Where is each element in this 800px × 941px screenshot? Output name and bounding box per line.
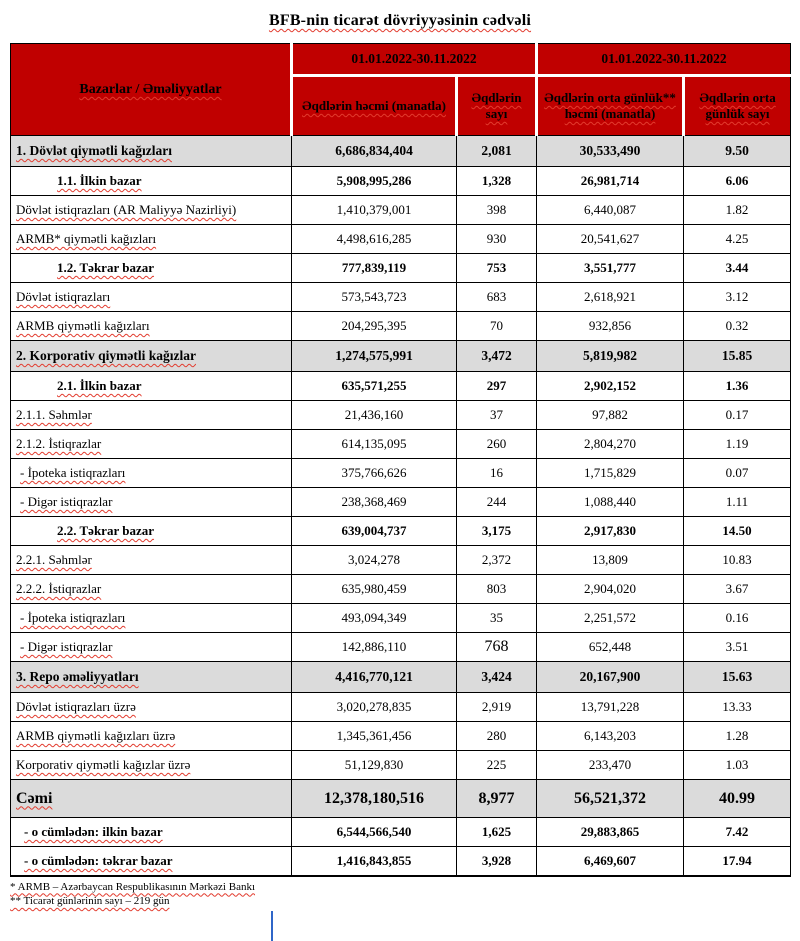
table-row	[11, 372, 791, 401]
column-header-label: Əqdlərin orta günlük sayı	[699, 89, 776, 121]
row-label-text: 1.2. Təkrar bazar	[57, 260, 155, 275]
cell-value: 244	[457, 488, 537, 517]
cell-value: 3.67	[684, 575, 791, 604]
cell-value: 260	[457, 430, 537, 459]
cell-value: 6.06	[684, 167, 791, 196]
cell-value: 1.11	[684, 488, 791, 517]
cell-value: 10.83	[684, 546, 791, 575]
table-row	[11, 604, 791, 633]
cell-value: 13,791,228	[537, 693, 684, 722]
cell-value: 3,024,278	[292, 546, 457, 575]
table-row	[11, 780, 791, 818]
row-label-text: 2.1. İlkin bazar	[57, 378, 142, 393]
row-label	[11, 341, 292, 372]
row-label	[11, 693, 292, 722]
text-cursor	[271, 911, 273, 941]
cell-value: 3.51	[684, 633, 791, 662]
cell-value: 1,088,440	[537, 488, 684, 517]
cell-value: 297	[457, 372, 537, 401]
cell-value: 1.19	[684, 430, 791, 459]
column-header-label: Əqdlərin sayı	[471, 89, 522, 121]
cell-value: 7.42	[684, 818, 791, 847]
row-label	[11, 459, 292, 488]
row-label	[11, 722, 292, 751]
cell-value: 803	[457, 575, 537, 604]
table-row	[11, 254, 791, 283]
cell-value: 1,274,575,991	[292, 341, 457, 372]
row-label-text: - o cümlədən: təkrar bazar	[24, 852, 173, 868]
table-row	[11, 312, 791, 341]
row-label	[11, 818, 292, 847]
cell-value: 6,686,834,404	[292, 136, 457, 167]
table-row	[11, 722, 791, 751]
table-header	[11, 44, 791, 136]
cell-value: 51,129,830	[292, 751, 457, 780]
row-label	[11, 401, 292, 430]
row-label	[11, 575, 292, 604]
cell-value: 1.28	[684, 722, 791, 751]
table-row	[11, 517, 791, 546]
table-row	[11, 546, 791, 575]
row-label-text: ARMB qiymətli kağızları	[16, 318, 150, 333]
cell-value: 398	[457, 196, 537, 225]
row-label	[11, 372, 292, 401]
cell-value: 6,469,607	[537, 847, 684, 876]
row-label-text: 2. Korporativ qiymətli kağızlar	[16, 348, 196, 363]
cell-value: 2,081	[457, 136, 537, 167]
column-header-cell	[684, 76, 791, 136]
cell-value: 652,448	[537, 633, 684, 662]
cell-value: 5,908,995,286	[292, 167, 457, 196]
cell-value: 238,368,469	[292, 488, 457, 517]
row-label-text: Dövlət istiqrazları üzrə	[16, 699, 136, 714]
table-row	[11, 283, 791, 312]
row-label	[11, 136, 292, 167]
cell-value: 30,533,490	[537, 136, 684, 167]
cell-value: 26,981,714	[537, 167, 684, 196]
table-row	[11, 662, 791, 693]
cell-value: 5,819,982	[537, 341, 684, 372]
table-row	[11, 818, 791, 847]
cell-value: 3.44	[684, 254, 791, 283]
row-label-text: 1.1. İlkin bazar	[57, 173, 142, 188]
row-label-text: 2.1.2. İstiqrazlar	[16, 436, 102, 451]
table-row	[11, 341, 791, 372]
cell-value: 1,410,379,001	[292, 196, 457, 225]
cell-value: 614,135,095	[292, 430, 457, 459]
table-row	[11, 196, 791, 225]
table-row	[11, 488, 791, 517]
row-label-text: 2.2.1. Səhmlər	[16, 552, 92, 567]
cell-value: 16	[457, 459, 537, 488]
row-label-text: - Digər istiqrazlar	[20, 494, 113, 509]
column-header-label: Əqdlərin orta günlük** həcmi (manatla)	[544, 89, 676, 121]
cell-value: 13.33	[684, 693, 791, 722]
period-header-cell: 01.01.2022-30.11.2022	[537, 44, 791, 76]
cell-value: 4.25	[684, 225, 791, 254]
cell-value: 37	[457, 401, 537, 430]
table-row	[11, 225, 791, 254]
row-label-text: ARMB* qiymətli kağızları	[16, 231, 157, 246]
row-label	[11, 604, 292, 633]
row-label	[11, 225, 292, 254]
cell-value: 6,143,203	[537, 722, 684, 751]
cell-value: 768	[457, 633, 537, 662]
cell-value: 15.85	[684, 341, 791, 372]
cell-value: 20,167,900	[537, 662, 684, 693]
row-label-text: ARMB qiymətli kağızları üzrə	[16, 728, 176, 743]
cell-value: 0.32	[684, 312, 791, 341]
footnote: * ARMB – Azərbaycan Respublikasının Mərkəzi Bankı	[10, 880, 256, 893]
row-label-text: - o cümlədən: ilkin bazar	[24, 824, 163, 839]
cell-value: 3,175	[457, 517, 537, 546]
cell-value: 2,917,830	[537, 517, 684, 546]
cell-value: 2,618,921	[537, 283, 684, 312]
table-row	[11, 167, 791, 196]
row-label	[11, 430, 292, 459]
column-header-cell	[292, 76, 457, 136]
cell-value: 40.99	[684, 780, 791, 818]
cell-value: 17.94	[684, 847, 791, 876]
table-row	[11, 459, 791, 488]
cell-value: 13,809	[537, 546, 684, 575]
row-label-text: Korporativ qiymətli kağızlar üzrə	[16, 757, 191, 772]
cell-value: 1,345,361,456	[292, 722, 457, 751]
row-label	[11, 662, 292, 693]
table-row	[11, 136, 791, 167]
table-row	[11, 430, 791, 459]
cell-value: 15.63	[684, 662, 791, 693]
cell-value: 573,543,723	[292, 283, 457, 312]
cell-value: 29,883,865	[537, 818, 684, 847]
row-label-text: 2.2.2. İstiqrazlar	[16, 581, 102, 596]
cell-value: 3,928	[457, 847, 537, 876]
cell-value: 225	[457, 751, 537, 780]
cell-value: 0.07	[684, 459, 791, 488]
row-label-text: 2.2. Təkrar bazar	[57, 523, 155, 538]
table-body	[11, 136, 791, 876]
cell-value: 35	[457, 604, 537, 633]
cell-value: 932,856	[537, 312, 684, 341]
row-label-text: - İpoteka istiqrazları	[20, 465, 126, 480]
cell-value: 493,094,349	[292, 604, 457, 633]
cell-value: 9.50	[684, 136, 791, 167]
row-label	[11, 196, 292, 225]
cell-value: 635,571,255	[292, 372, 457, 401]
row-label-text: 2.1.1. Səhmlər	[16, 407, 92, 422]
footnote: ** Ticarət günlərinin sayı – 219 gün	[10, 894, 170, 907]
row-label-text: Dövlət istiqrazları (AR Maliyyə Nazirliyi)	[16, 202, 237, 217]
row-label	[11, 847, 292, 876]
cell-value: 2,372	[457, 546, 537, 575]
cell-value: 639,004,737	[292, 517, 457, 546]
cell-value: 1,416,843,855	[292, 847, 457, 876]
cell-value: 1,328	[457, 167, 537, 196]
corner-header-label: Bazarlar / Əməliyyatlar	[79, 81, 222, 97]
cell-value: 1,715,829	[537, 459, 684, 488]
row-label	[11, 517, 292, 546]
row-label-text: 1. Dövlət qiymətli kağızları	[16, 143, 172, 158]
cell-value: 6,544,566,540	[292, 818, 457, 847]
cell-value: 2,919	[457, 693, 537, 722]
cell-value: 753	[457, 254, 537, 283]
cell-value: 4,416,770,121	[292, 662, 457, 693]
table-row	[11, 693, 791, 722]
row-label-text: Cəmi	[16, 789, 53, 807]
cell-value: 930	[457, 225, 537, 254]
cell-value: 3,551,777	[537, 254, 684, 283]
row-label	[11, 780, 292, 818]
row-label	[11, 633, 292, 662]
corner-header-cell	[11, 44, 292, 136]
cell-value: 0.16	[684, 604, 791, 633]
cell-value: 12,378,180,516	[292, 780, 457, 818]
cell-value: 233,470	[537, 751, 684, 780]
row-label	[11, 167, 292, 196]
cell-value: 0.17	[684, 401, 791, 430]
row-label	[11, 751, 292, 780]
table-row	[11, 751, 791, 780]
cell-value: 97,882	[537, 401, 684, 430]
cell-value: 4,498,616,285	[292, 225, 457, 254]
row-label	[11, 312, 292, 341]
footnotes	[10, 880, 790, 909]
cell-value: 635,980,459	[292, 575, 457, 604]
cell-value: 1.36	[684, 372, 791, 401]
cell-value: 142,886,110	[292, 633, 457, 662]
column-header-label: Əqdlərin həcmi (manatla)	[302, 97, 446, 113]
column-header-cell	[457, 76, 537, 136]
cell-value: 1.82	[684, 196, 791, 225]
cell-value: 2,902,152	[537, 372, 684, 401]
row-label	[11, 254, 292, 283]
table-row	[11, 575, 791, 604]
cell-value: 3,020,278,835	[292, 693, 457, 722]
cell-value: 70	[457, 312, 537, 341]
cell-value: 14.50	[684, 517, 791, 546]
cell-value: 21,436,160	[292, 401, 457, 430]
cell-value: 204,295,395	[292, 312, 457, 341]
cell-value: 2,804,270	[537, 430, 684, 459]
cell-value: 375,766,626	[292, 459, 457, 488]
cell-value: 8,977	[457, 780, 537, 818]
cell-value: 6,440,087	[537, 196, 684, 225]
cell-value: 683	[457, 283, 537, 312]
cell-value: 3,472	[457, 341, 537, 372]
cell-value: 280	[457, 722, 537, 751]
table-row	[11, 401, 791, 430]
page-title: BFB-nin ticarət dövriyyəsinin cədvəli	[268, 12, 532, 29]
column-header-cell	[537, 76, 684, 136]
row-label-text: 3. Repo əməliyyatları	[16, 669, 139, 684]
cell-value: 20,541,627	[537, 225, 684, 254]
row-label-text: - İpoteka istiqrazları	[20, 610, 126, 625]
trade-table	[10, 43, 791, 877]
cell-value: 3,424	[457, 662, 537, 693]
table-row	[11, 847, 791, 876]
row-label	[11, 546, 292, 575]
cell-value: 2,904,020	[537, 575, 684, 604]
table-row	[11, 633, 791, 662]
row-label-text: - Digər istiqrazlar	[20, 639, 113, 654]
cell-value: 777,839,119	[292, 254, 457, 283]
row-label-text: Dövlət istiqrazları	[16, 289, 111, 304]
cell-value: 2,251,572	[537, 604, 684, 633]
cell-value: 1.03	[684, 751, 791, 780]
row-label	[11, 283, 292, 312]
cell-value: 3.12	[684, 283, 791, 312]
cell-value: 56,521,372	[537, 780, 684, 818]
row-label	[11, 488, 292, 517]
period-header-cell: 01.01.2022-30.11.2022	[292, 44, 537, 76]
cell-value: 1,625	[457, 818, 537, 847]
